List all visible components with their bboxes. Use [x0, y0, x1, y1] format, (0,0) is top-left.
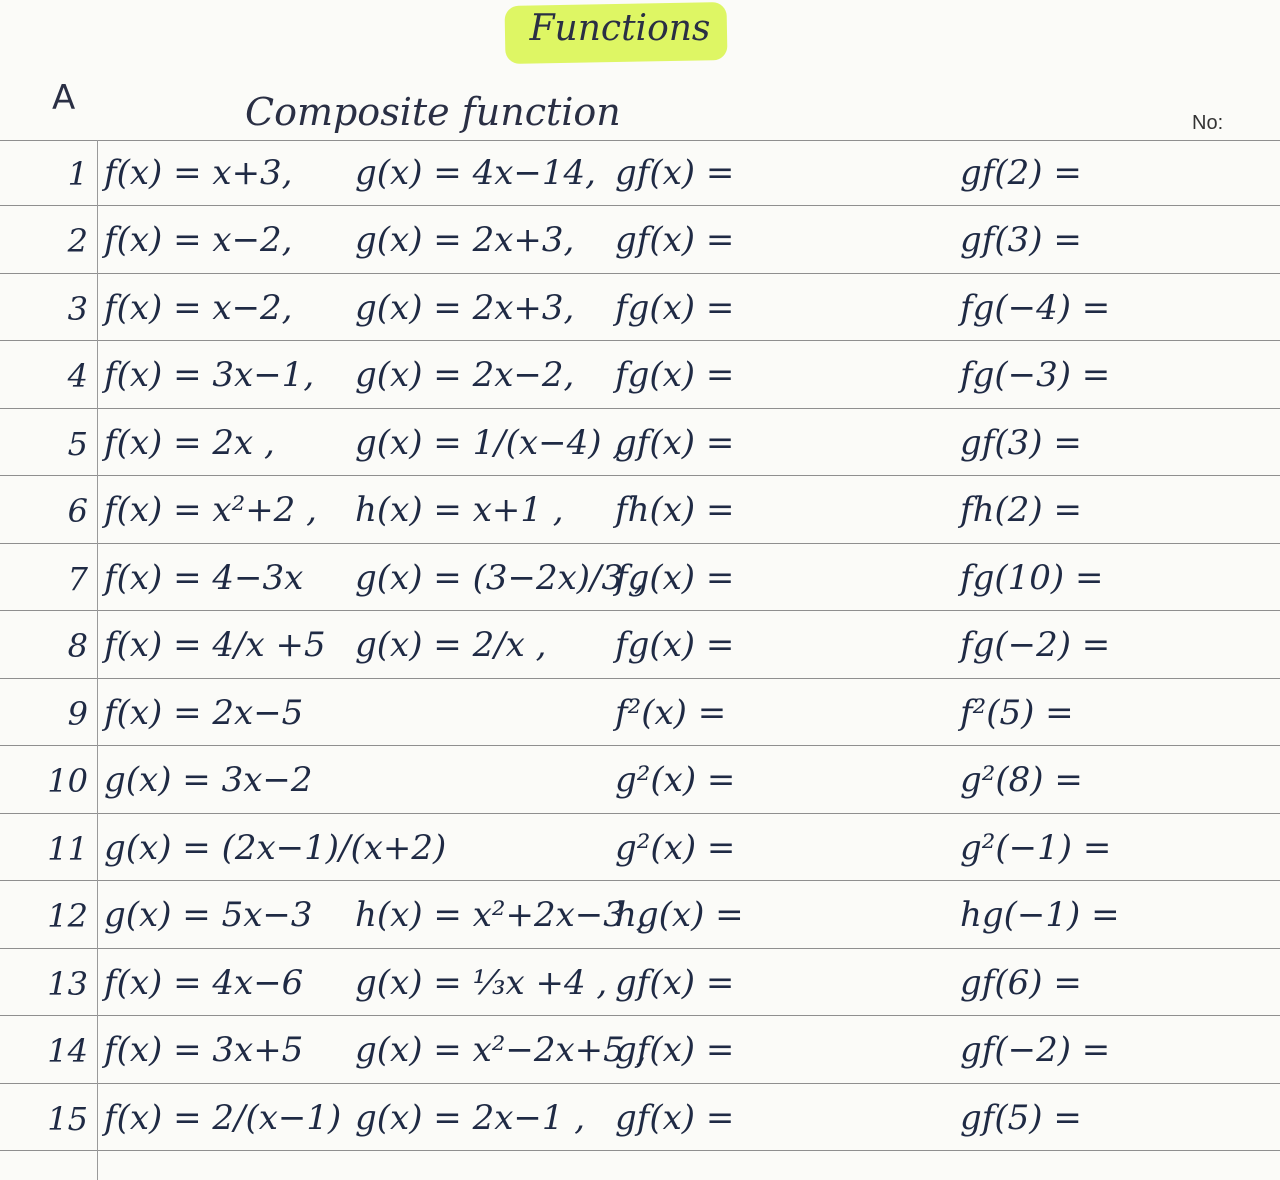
- ruling-line: [0, 340, 1280, 341]
- ruling-line: [0, 678, 1280, 679]
- composite-evaluation: gf(−2) =: [960, 1030, 1111, 1070]
- exercise-row: [0, 282, 1280, 340]
- composite-evaluation: f²(5) =: [960, 693, 1074, 733]
- exercise-row: [0, 349, 1280, 407]
- ruling-line: [0, 1150, 1280, 1151]
- second-function: g(x) = 2x−1 ,: [355, 1098, 586, 1138]
- row-number: 9: [67, 695, 88, 733]
- composite-expression: g²(x) =: [615, 828, 736, 868]
- exercise-row: [0, 957, 1280, 1015]
- ruling-line: [0, 1083, 1280, 1084]
- exercise-row: [0, 1024, 1280, 1082]
- composite-expression: g²(x) =: [615, 760, 736, 800]
- row-number: 6: [67, 492, 88, 530]
- second-function: h(x) = x²+2x−3 ,: [355, 895, 647, 935]
- exercise-row: [0, 214, 1280, 272]
- second-function: g(x) = 2/x ,: [355, 625, 547, 665]
- row-number: 14: [47, 1032, 88, 1070]
- ruling-line: [0, 408, 1280, 409]
- second-function: g(x) = 2x−2,: [355, 355, 575, 395]
- first-function: g(x) = 5x−3: [104, 895, 313, 935]
- composite-evaluation: fh(2) =: [960, 490, 1082, 530]
- second-function: g(x) = ⅓x +4 ,: [355, 963, 608, 1003]
- first-function: f(x) = x−2,: [104, 288, 293, 328]
- composite-expression: hg(x) =: [615, 895, 744, 935]
- ruling-line: [0, 205, 1280, 206]
- exercise-row: [0, 484, 1280, 542]
- composite-evaluation: gf(3) =: [960, 220, 1082, 260]
- composite-expression: gf(x) =: [615, 963, 735, 1003]
- first-function: f(x) = x²+2 ,: [104, 490, 317, 530]
- ruling-line: [0, 610, 1280, 611]
- exercise-row: [0, 822, 1280, 880]
- exercise-row: [0, 552, 1280, 610]
- composite-evaluation: hg(−1) =: [960, 895, 1120, 935]
- second-function: g(x) = (3−2x)/3 ,: [355, 558, 645, 598]
- composite-expression: fg(x) =: [615, 625, 735, 665]
- composite-evaluation: gf(6) =: [960, 963, 1082, 1003]
- second-function: h(x) = x+1 ,: [355, 490, 564, 530]
- ruling-line: [0, 140, 1280, 141]
- no-label: No:: [1192, 112, 1224, 134]
- composite-expression: gf(x) =: [615, 1098, 735, 1138]
- exercise-row: [0, 754, 1280, 812]
- first-function: f(x) = 4−3x: [104, 558, 304, 598]
- composite-evaluation: g²(−1) =: [960, 828, 1112, 868]
- first-function: f(x) = 2x−5: [104, 693, 304, 733]
- first-function: f(x) = 3x+5: [104, 1030, 304, 1070]
- composite-evaluation: fg(−3) =: [960, 355, 1111, 395]
- second-function: g(x) = 1/(x−4) ,: [355, 423, 624, 463]
- exercise-row: [0, 147, 1280, 205]
- composite-evaluation: gf(3) =: [960, 423, 1082, 463]
- first-function: f(x) = 4x−6: [104, 963, 304, 1003]
- exercise-row: [0, 687, 1280, 745]
- row-number: 11: [47, 830, 88, 868]
- ruling-line: [0, 880, 1280, 881]
- composite-evaluation: fg(−4) =: [960, 288, 1111, 328]
- ruling-line: [0, 475, 1280, 476]
- composite-evaluation: gf(2) =: [960, 153, 1082, 193]
- composite-expression: gf(x) =: [615, 220, 735, 260]
- second-function: g(x) = 2x+3,: [355, 220, 575, 260]
- row-number: 4: [67, 357, 88, 395]
- composite-evaluation: fg(−2) =: [960, 625, 1111, 665]
- row-number: 15: [47, 1100, 88, 1138]
- composite-evaluation: g²(8) =: [960, 760, 1083, 800]
- first-function: g(x) = (2x−1)/(x+2): [104, 828, 447, 868]
- row-number: 3: [67, 290, 88, 328]
- first-function: f(x) = x+3,: [104, 153, 293, 193]
- first-function: f(x) = 2x ,: [104, 423, 275, 463]
- row-number: 1: [67, 155, 88, 193]
- composite-evaluation: gf(5) =: [960, 1098, 1082, 1138]
- exercise-row: [0, 619, 1280, 677]
- exercise-row: [0, 417, 1280, 475]
- row-number: 5: [67, 425, 88, 463]
- second-function: g(x) = 2x+3,: [355, 288, 575, 328]
- row-number: 8: [67, 627, 88, 665]
- composite-expression: f²(x) =: [615, 693, 727, 733]
- first-function: f(x) = x−2,: [104, 220, 293, 260]
- row-number: 10: [47, 762, 88, 800]
- exercise-row: [0, 889, 1280, 947]
- composite-expression: gf(x) =: [615, 153, 735, 193]
- second-function: g(x) = x²−2x+5 ,: [355, 1030, 647, 1070]
- row-number: 12: [47, 897, 88, 935]
- first-function: g(x) = 3x−2: [104, 760, 313, 800]
- page-title: Functions: [529, 8, 711, 49]
- first-function: f(x) = 2/(x−1): [104, 1098, 342, 1138]
- exercise-row: [0, 1092, 1280, 1150]
- composite-expression: fg(x) =: [615, 558, 735, 598]
- composite-expression: gf(x) =: [615, 423, 735, 463]
- composite-evaluation: fg(10) =: [960, 558, 1104, 598]
- ruling-line: [0, 543, 1280, 544]
- ruling-line: [0, 273, 1280, 274]
- row-number: 2: [67, 222, 88, 260]
- composite-expression: gf(x) =: [615, 1030, 735, 1070]
- composite-expression: fg(x) =: [615, 288, 735, 328]
- composite-expression: fg(x) =: [615, 355, 735, 395]
- row-number: 7: [67, 560, 88, 598]
- section-letter: A: [52, 78, 76, 118]
- composite-expression: fh(x) =: [615, 490, 735, 530]
- ruling-line: [0, 745, 1280, 746]
- row-number: 13: [47, 965, 88, 1003]
- ruling-line: [0, 813, 1280, 814]
- ruling-line: [0, 948, 1280, 949]
- ruling-line: [0, 1015, 1280, 1016]
- second-function: g(x) = 4x−14,: [355, 153, 596, 193]
- first-function: f(x) = 3x−1,: [104, 355, 315, 395]
- first-function: f(x) = 4/x +5: [104, 625, 326, 665]
- section-subtitle: Composite function: [245, 90, 621, 134]
